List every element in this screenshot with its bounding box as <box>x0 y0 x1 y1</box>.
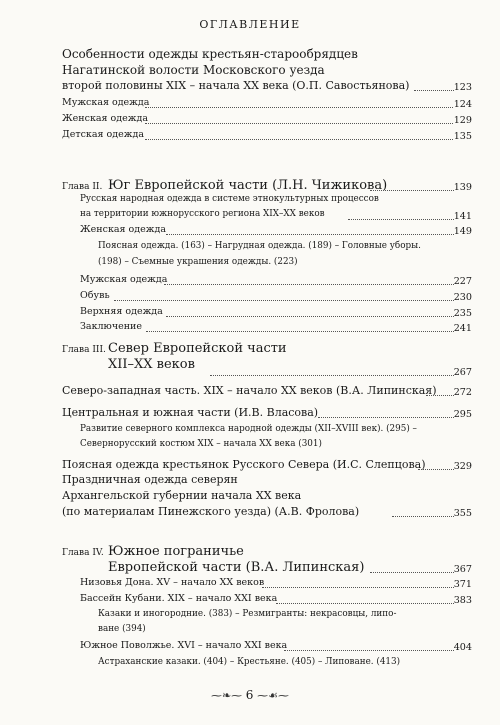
chapter-heading: Южное пограничье <box>108 544 244 559</box>
page-number: 329 <box>453 461 472 472</box>
page-number: 371 <box>453 579 472 590</box>
sub-heading: Русская народная одежда в системе этнокультурных процессов <box>80 194 379 204</box>
leader-dots <box>145 123 453 124</box>
toc-item: Заключение <box>80 321 143 332</box>
detail-text: Поясная одежда. (163) – Нагрудная одежда. (189) – Головные уборы. <box>98 241 421 251</box>
sub-heading: на территории южнорусского региона XIX–XX веков <box>80 209 325 219</box>
leader-dots <box>145 107 453 108</box>
leader-dots <box>114 300 454 301</box>
detail-text: Астраханские казаки. (404) – Крестьяне. (405) – Липоване. (413) <box>98 657 401 667</box>
leader-dots <box>284 650 454 651</box>
toc-item: Мужская одежда <box>62 97 150 108</box>
ornament-left-icon: ⁓❧⁓ <box>210 689 246 702</box>
page-footer <box>0 688 500 702</box>
leader-dots <box>145 139 453 140</box>
page-number: 383 <box>453 595 472 606</box>
toc-item: Архангельской губернии начала XX века <box>62 489 302 502</box>
chapter-label: Глава II. <box>62 182 103 192</box>
page-number: 123 <box>453 82 472 93</box>
leader-dots <box>166 316 454 317</box>
page-number: 367 <box>453 564 472 575</box>
toc-item: Мужская одежда <box>80 274 168 285</box>
toc-item: Поясная одежда крестьянок Русского Севера (И.С. Слепцова) <box>62 458 426 471</box>
detail-text: Развитие северного комплекса народной одежды (XII–XVIII век). (295) – <box>80 424 417 434</box>
toc-item: Праздничная одежда северян <box>62 473 238 486</box>
page-number: 141 <box>453 211 472 222</box>
toc-item: Северо-западная часть. XIX – начало XX веков (В.А. Липинская) <box>62 384 437 397</box>
s1-line1: Особенности одежды крестьян-старообрядцев <box>62 47 358 61</box>
footer-page-number: 6 <box>245 688 254 702</box>
toc-item: Женская одежда <box>80 224 167 235</box>
toc-item: Бассейн Кубани. XIX – начало XXI века <box>80 593 278 604</box>
page-number: 230 <box>453 292 472 303</box>
ornament-right-icon: ⁓☙⁓ <box>257 689 290 702</box>
toc-item: Южное Поволжье. XVI – начало XXI века <box>80 640 288 651</box>
leader-dots <box>276 603 454 604</box>
chapter-heading: Юг Европейской части (Л.Н. Чижикова) <box>108 178 388 193</box>
toc-item: Женская одежда <box>62 113 149 124</box>
page-number: 404 <box>453 642 472 653</box>
toc-item: Обувь <box>80 290 110 301</box>
chapter-label: Глава III. <box>62 345 106 355</box>
detail-text: (198) – Съемные украшения одежды. (223) <box>98 257 298 267</box>
page-number: 129 <box>453 115 472 126</box>
s1-line3: второй половины XIX – начала XX века (О.П. Савостьянова) <box>62 79 410 92</box>
page-number: 135 <box>453 131 472 142</box>
leader-dots <box>318 417 454 418</box>
detail-text: ване (394) <box>98 624 146 634</box>
s1-line2: Нагатинской волости Московского уезда <box>62 63 325 77</box>
page-number: 241 <box>453 323 472 334</box>
toc-item: Детская одежда <box>62 129 144 140</box>
toc-item: (по материалам Пинежского уезда) (А.В. Фролова) <box>62 505 360 518</box>
page-number: 139 <box>453 182 472 193</box>
page-title: ОГЛАВЛЕНИЕ <box>199 18 301 31</box>
page-number: 124 <box>453 99 472 110</box>
detail-text: Севернорусский костюм XIX – начала XX века (301) <box>80 439 322 449</box>
page-number: 227 <box>453 276 472 287</box>
toc-item: Центральная и южная части (И.В. Власова) <box>62 406 319 419</box>
page-number: 295 <box>453 409 472 420</box>
leader-dots <box>262 587 454 588</box>
leader-dots <box>210 375 454 376</box>
toc-item: Верхняя одежда <box>80 306 163 317</box>
chapter-heading: Европейской части (В.А. Липинская) <box>108 560 365 575</box>
page-number: 149 <box>453 226 472 237</box>
page-number: 267 <box>453 367 472 378</box>
leader-dots <box>166 234 454 235</box>
leader-dots <box>146 331 454 332</box>
page-number: 235 <box>453 308 472 319</box>
toc-item: Низовья Дона. XV – начало XX веков <box>80 577 265 588</box>
detail-text: Казаки и иногородние. (383) – Резмигранты: некрасовцы, липо- <box>98 609 397 619</box>
chapter-label: Глава IV. <box>62 548 104 558</box>
chapter-heading: Север Европейской части <box>108 341 287 356</box>
page-number: 355 <box>453 508 472 519</box>
leader-dots <box>164 284 454 285</box>
page-number: 272 <box>453 387 472 398</box>
chapter-heading: XII–XX веков <box>108 357 195 372</box>
